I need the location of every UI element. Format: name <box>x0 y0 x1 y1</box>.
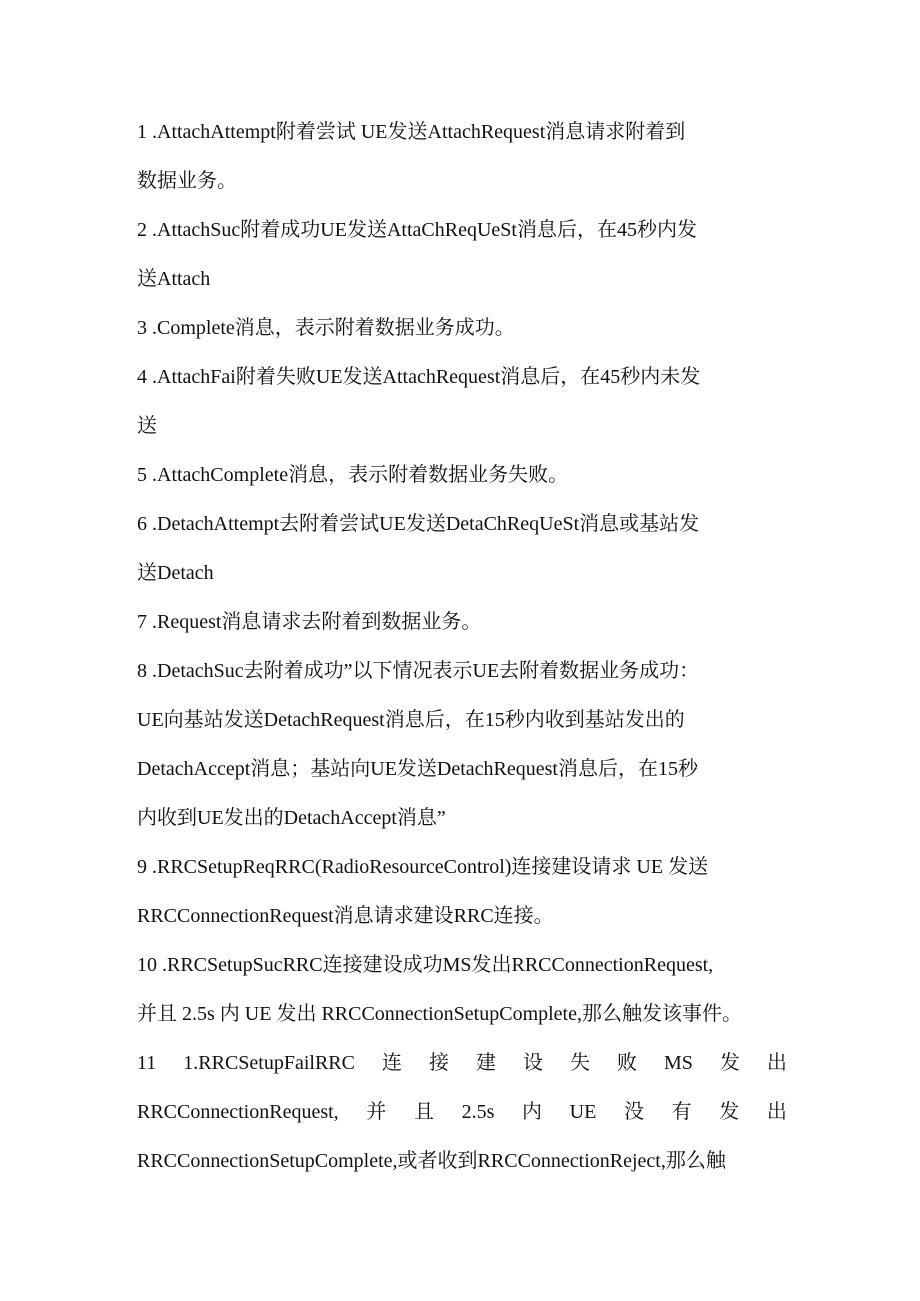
word: 1.RRCSetupFailRRC <box>183 1052 355 1074</box>
document-body <box>137 108 787 1186</box>
text-line: 7 .Request消息请求去附着到数据业务。 <box>137 611 482 633</box>
text-line: RRCConnectionRequest消息请求建设RRC连接。 <box>137 905 554 927</box>
word: 并 <box>366 1101 387 1123</box>
text-line: DetachAccept消息；基站向UE发送DetachRequest消息后，在15秒 <box>137 758 698 780</box>
word: 内 <box>522 1101 543 1123</box>
text-line: 9 .RRCSetupReqRRC(RadioResourceControl)连接建设请求 UE 发送 <box>137 856 709 878</box>
word: 连 <box>381 1052 402 1074</box>
text-line: 6 .DetachAttempt去附着尝试UE发送DetaChReqUeSt消息或基站发 <box>137 513 700 535</box>
word: 2.5s <box>461 1101 495 1123</box>
text-line: 8 .DetachSuc去附着成功”以下情况表示UE去附着数据业务成功： <box>137 660 700 682</box>
text-line: 送Attach <box>137 268 211 290</box>
text-line: 并且 2.5s 内 UE 发出 RRCConnectionSetupComplete,那么触发该事件。 <box>137 1003 742 1025</box>
text-line: 2 .AttachSuc附着成功UE发送AttaChReqUeSt消息后，在45秒内发 <box>137 219 697 241</box>
text-line: 5 .AttachComplete消息，表示附着数据业务失败。 <box>137 464 569 486</box>
justified-line <box>137 1088 787 1137</box>
word: 败 <box>616 1052 637 1074</box>
word: 失 <box>569 1052 590 1074</box>
word: 出 <box>766 1101 787 1123</box>
text-line: 3 .Complete消息，表示附着数据业务成功。 <box>137 317 515 339</box>
justified-line <box>137 1039 787 1088</box>
word: 出 <box>766 1052 787 1074</box>
word: 建 <box>475 1052 496 1074</box>
text-line: 送 <box>137 415 157 437</box>
word: UE <box>569 1101 597 1123</box>
word: MS <box>663 1052 693 1074</box>
word: 没 <box>623 1101 644 1123</box>
word: 发 <box>719 1101 740 1123</box>
word: 设 <box>522 1052 543 1074</box>
text-line: 数据业务。 <box>137 170 237 192</box>
text-line: 10 .RRCSetupSucRRC连接建设成功MS发出RRCConnectionRequest, <box>137 954 714 976</box>
text-line: 4 .AttachFai附着失败UE发送AttachRequest消息后，在45秒内未发 <box>137 366 701 388</box>
word: 且 <box>413 1101 434 1123</box>
text-line: 内收到UE发出的DetachAccept消息” <box>137 807 446 829</box>
text-line: 送Detach <box>137 562 214 584</box>
word: 11 <box>137 1052 157 1074</box>
text-line: UE向基站发送DetachRequest消息后，在15秒内收到基站发出的 <box>137 709 685 731</box>
word: 接 <box>428 1052 449 1074</box>
word: RRCConnectionRequest, <box>137 1101 339 1123</box>
text-line: 1 .AttachAttempt附着尝试 UE发送AttachRequest消息请求附着到 <box>137 121 686 143</box>
word: 发 <box>719 1052 740 1074</box>
text-line: RRCConnectionSetupComplete,或者收到RRCConnectionReject,那么触 <box>137 1150 726 1172</box>
word: 有 <box>671 1101 692 1123</box>
